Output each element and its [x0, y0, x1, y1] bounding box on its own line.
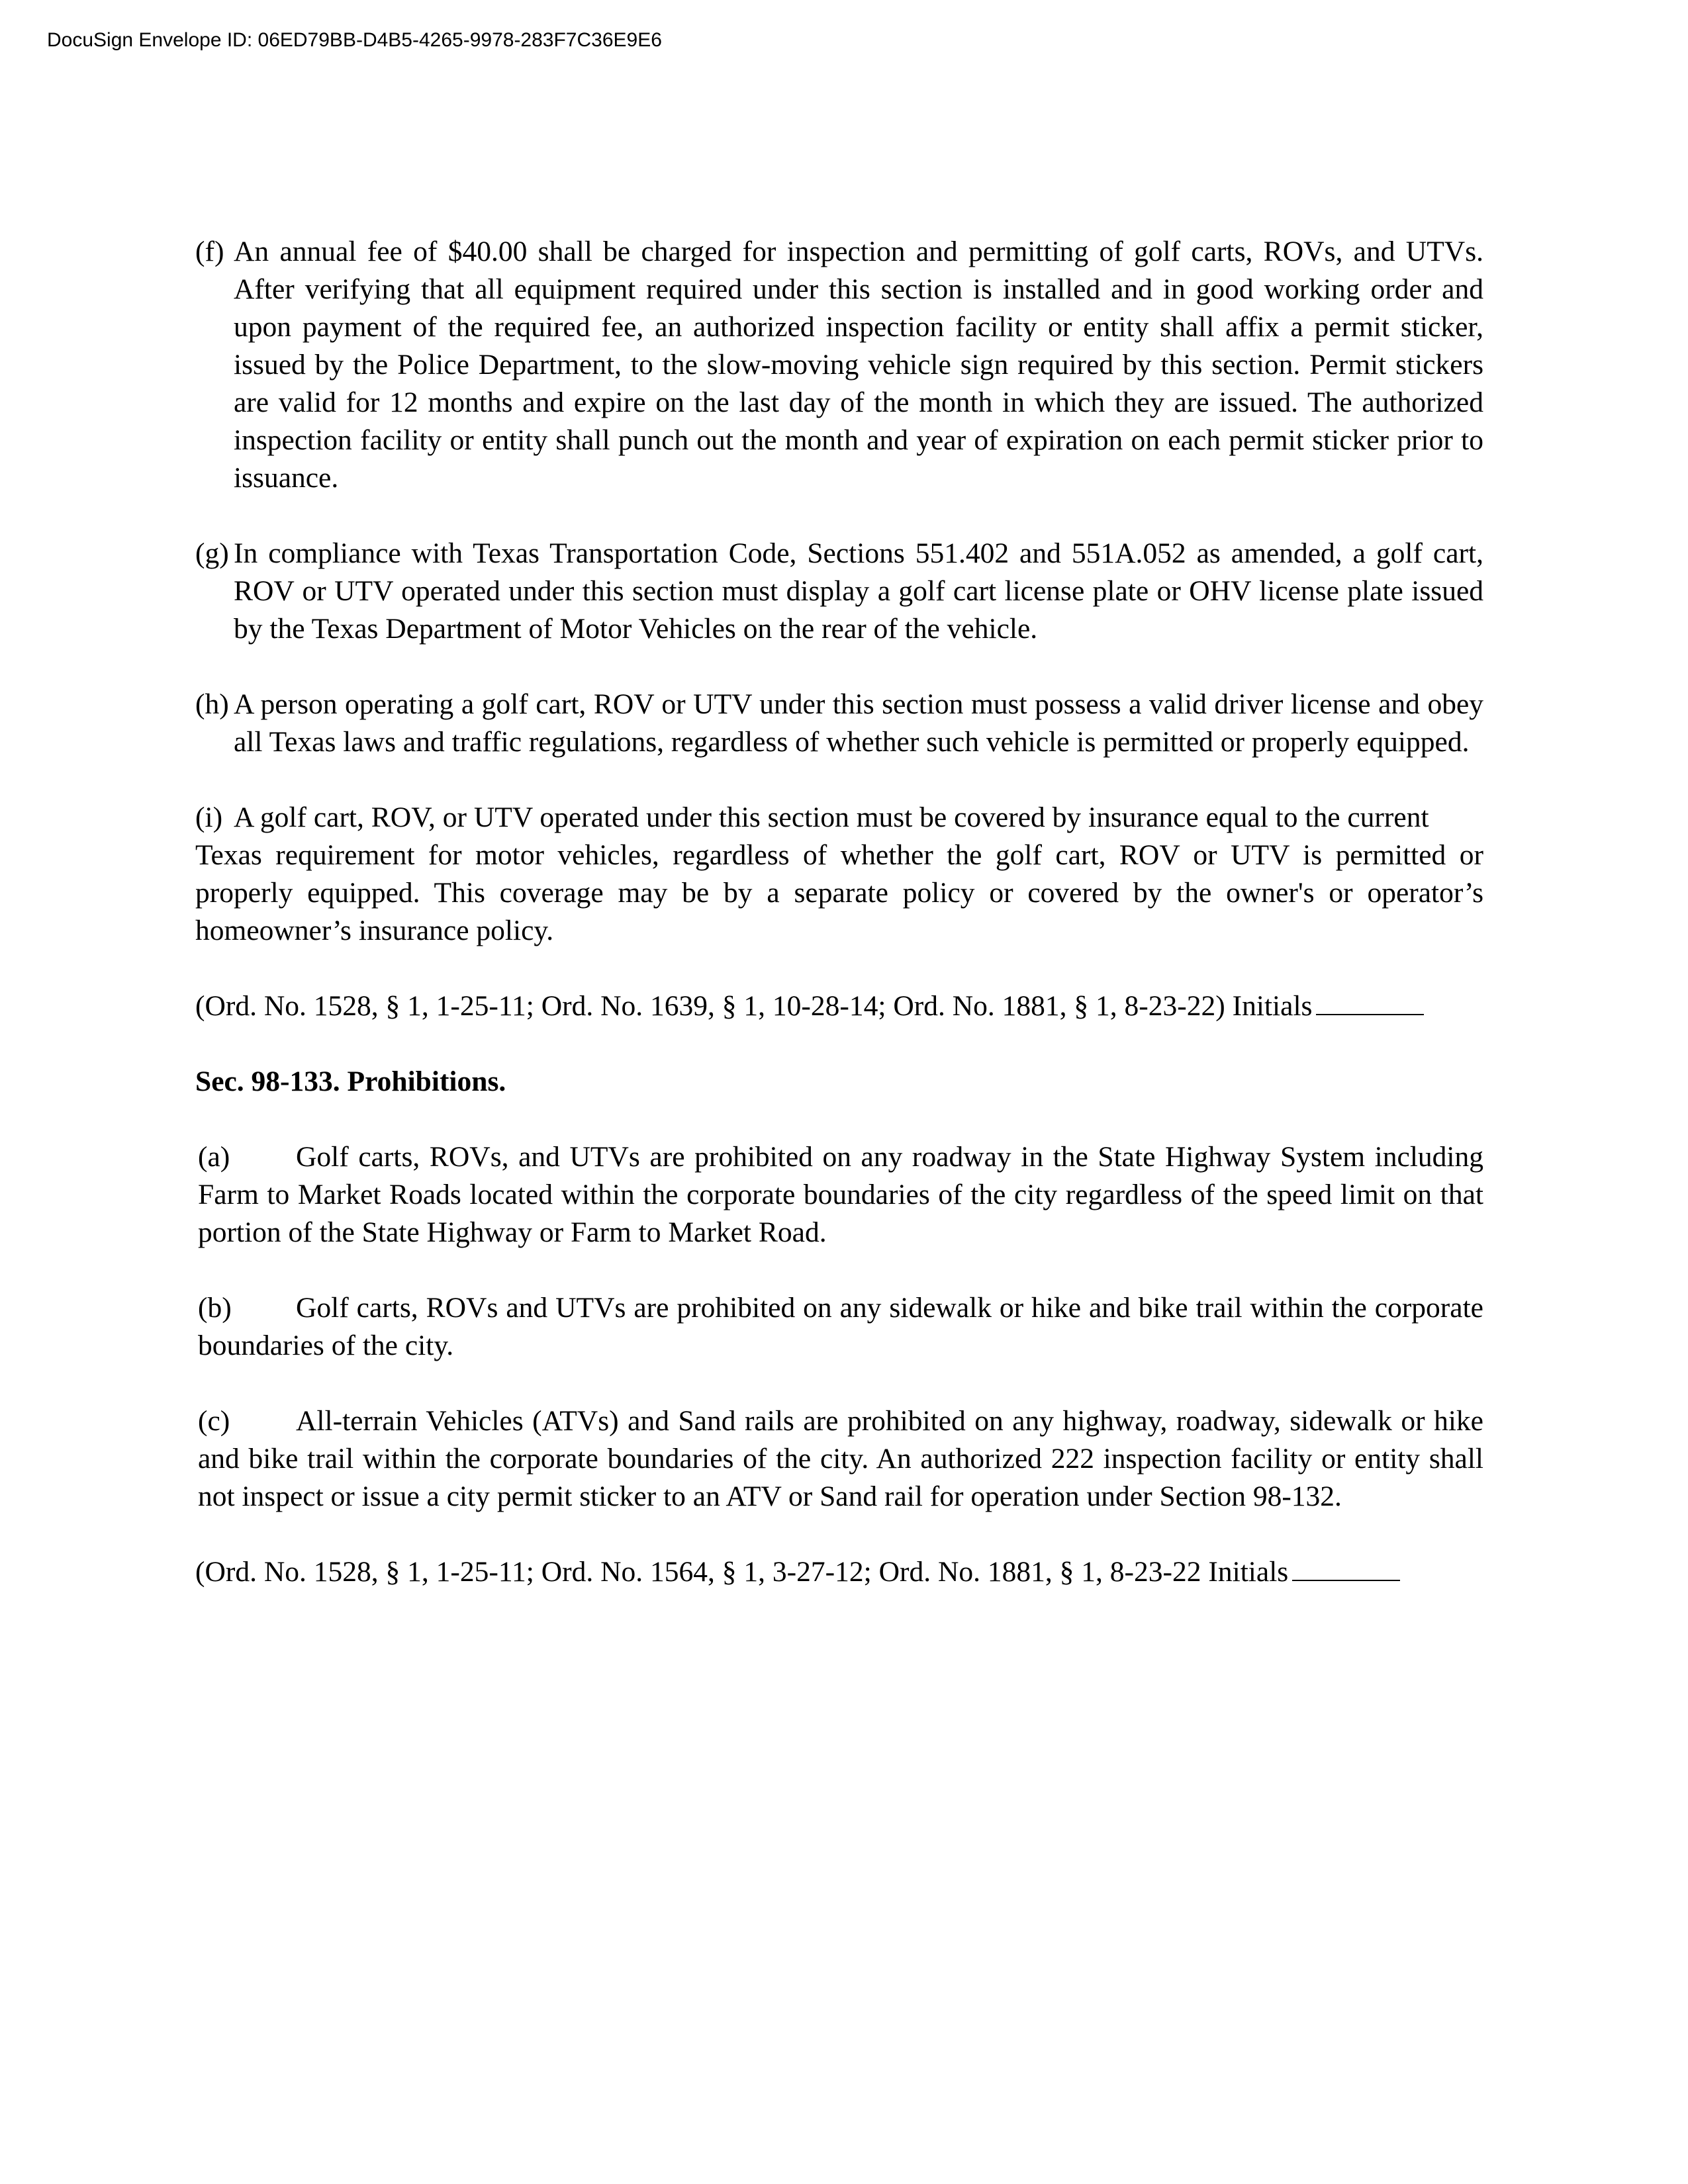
ordinance-history-133 [195, 1553, 1483, 1591]
initials-blank[interactable] [1292, 1555, 1400, 1581]
subsection-label: (b) [198, 1292, 232, 1324]
subsection-b [195, 1289, 1483, 1365]
paragraph-i [195, 799, 1483, 950]
subsection-a [195, 1138, 1483, 1251]
paragraph-text: A person operating a golf cart, ROV or UTV under this section must possess a valid driver license and obey all Texas laws and traffic regulations, regardless of whether such vehicle is permitted or properly equipped. [234, 688, 1483, 758]
paragraph-label: (i) [195, 801, 223, 833]
paragraph-label: (f) [195, 236, 224, 267]
subsection-label: (a) [198, 1141, 230, 1173]
paragraph-text: In compliance with Texas Transportation Code, Sections 551.402 and 551A.052 as amended, a golf cart, ROV or UTV operated under this section must display a golf cart license plate or OHV license plate issued by the Texas Department of Motor Vehicles on the rear of the vehicle. [234, 537, 1483, 645]
subsection-text: All-terrain Vehicles (ATVs) and Sand rails are prohibited on any highway, roadway, sidewalk or hike and bike trail within the corporate boundaries of the city. An authorized 222 inspection facility or entity shall not inspect or issue a city permit sticker to an ATV or Sand rail for operation under Section 98-132. [198, 1405, 1483, 1512]
docusign-envelope-id: DocuSign Envelope ID: 06ED79BB-D4B5-4265-9978-283F7C36E9E6 [47, 29, 662, 51]
ordinance-history-text: (Ord. No. 1528, § 1, 1-25-11; Ord. No. 1639, § 1, 10-28-14; Ord. No. 1881, § 1, 8-23-22) Initials [195, 990, 1313, 1022]
paragraph-text: A golf cart, ROV, or UTV operated under this section must be covered by insurance equal to the current [234, 801, 1429, 833]
paragraph-label: (g) [195, 537, 229, 569]
paragraph-text: An annual fee of $40.00 shall be charged for inspection and permitting of golf carts, ROVs, and UTVs. After verifying that all equipment required under this section is installed and in good working order and upon payment of the required fee, an authorized inspection facility or entity shall affix a permit sticker, issued by the Police Department, to the slow-moving vehicle sign required by this section. Permit stickers are valid for 12 months and expire on the last day of the month in which they are issued. The authorized inspection facility or entity shall punch out the month and year of expiration on each permit sticker prior to issuance. [234, 236, 1483, 494]
subsection-text: Golf carts, ROVs, and UTVs are prohibited on any roadway in the State Highway System including Farm to Market Roads located within the corporate boundaries of the city regardless of the speed limit on that portion of the State Highway or Farm to Market Road. [198, 1141, 1483, 1248]
paragraph-f [195, 233, 1483, 497]
initials-blank[interactable] [1316, 989, 1424, 1015]
section-heading: Sec. 98-133. Prohibitions. [195, 1066, 506, 1097]
subsection-c [195, 1402, 1483, 1516]
ordinance-history-132 [195, 987, 1483, 1025]
subsection-text: Golf carts, ROVs and UTVs are prohibited on any sidewalk or hike and bike trail within the corporate boundaries of the city. [198, 1292, 1483, 1361]
paragraph-label: (h) [195, 688, 229, 720]
paragraph-i-first [195, 799, 1483, 837]
paragraph-h [195, 686, 1483, 761]
subsection-label: (c) [198, 1405, 230, 1437]
paragraph-i-continuation: Texas requirement for motor vehicles, regardless of whether the golf cart, ROV or UTV is permitted or properly equipped. This coverage may be by a separate policy or covered by the owner's or operator’s homeowner’s insurance policy. [195, 839, 1483, 946]
ordinance-history-text: (Ord. No. 1528, § 1, 1-25-11; Ord. No. 1564, § 1, 3-27-12; Ord. No. 1881, § 1, 8-23-22 Initials [195, 1556, 1289, 1588]
paragraph-g [195, 535, 1483, 648]
document-body [195, 233, 1483, 1629]
